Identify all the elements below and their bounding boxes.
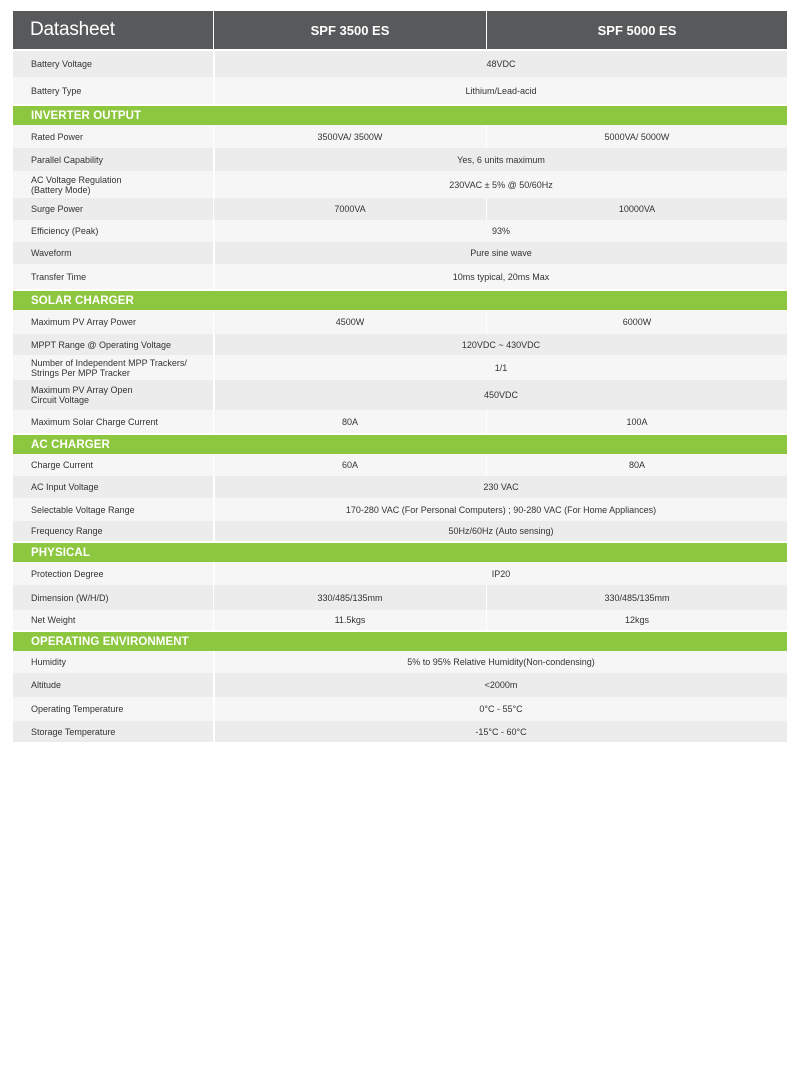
datasheet-table — [13, 11, 787, 742]
row-selectable-voltage-range — [13, 498, 787, 521]
value-model-a: 60A — [214, 454, 486, 476]
row-value: Yes, 6 units maximum — [215, 148, 787, 171]
row-label: Battery Voltage — [13, 51, 213, 77]
row-rated-power — [13, 125, 787, 148]
row-label-line: Circuit Voltage — [31, 395, 90, 405]
value-model-a: 7000VA — [214, 198, 486, 220]
row-label: AC Input Voltage — [13, 476, 213, 498]
row-label: Maximum Solar Charge Current — [13, 410, 213, 433]
row-net-weight — [13, 610, 787, 630]
row-value: Pure sine wave — [215, 242, 787, 264]
row-label: Parallel Capability — [13, 148, 213, 171]
row-battery-type — [13, 77, 787, 104]
value-model-b: 10000VA — [487, 198, 787, 220]
row-value: 93% — [215, 220, 787, 242]
row-value: 120VDC ~ 430VDC — [215, 334, 787, 355]
row-ac-input-voltage — [13, 476, 787, 498]
row-label: Waveform — [13, 242, 213, 264]
row-operating-temperature — [13, 697, 787, 721]
row-efficiency — [13, 220, 787, 242]
row-label: Frequency Range — [13, 521, 213, 541]
row-label — [13, 380, 213, 410]
row-protection-degree — [13, 562, 787, 585]
section-ac-charger: AC CHARGER — [13, 435, 787, 454]
row-label-line: (Battery Mode) — [31, 184, 91, 195]
row-label: MPPT Range @ Operating Voltage — [13, 334, 213, 355]
row-value: Lithium/Lead-acid — [215, 77, 787, 104]
row-label: Selectable Voltage Range — [13, 498, 213, 521]
row-label: Dimension (W/H/D) — [13, 585, 213, 610]
row-charge-current — [13, 454, 787, 476]
row-waveform — [13, 242, 787, 264]
row-max-solar-charge-current — [13, 410, 787, 433]
row-label-line: AC Voltage Regulation — [31, 174, 122, 185]
row-label-line: Number of Independent MPP Trackers/ — [31, 357, 187, 368]
model-a-header: SPF 3500 ES — [214, 11, 486, 49]
row-value: 1/1 — [215, 355, 787, 380]
row-frequency-range — [13, 521, 787, 541]
value-model-b: 12kgs — [487, 610, 787, 630]
row-value: 50Hz/60Hz (Auto sensing) — [215, 521, 787, 541]
row-label: Surge Power — [13, 198, 213, 220]
row-value: 230 VAC — [215, 476, 787, 498]
value-model-b: 100A — [487, 410, 787, 433]
row-value: <2000m — [215, 673, 787, 697]
value-model-b: 6000W — [487, 310, 787, 334]
row-label — [13, 355, 213, 380]
row-label: Net Weight — [13, 610, 213, 630]
row-value: 5% to 95% Relative Humidity(Non-condensing) — [215, 651, 787, 673]
row-value: 10ms typical, 20ms Max — [215, 264, 787, 289]
value-model-b: 330/485/135mm — [487, 585, 787, 610]
row-label: Battery Type — [13, 77, 213, 104]
row-label: Maximum PV Array Power — [13, 310, 213, 334]
table-header — [13, 11, 787, 49]
datasheet-title: Datasheet — [13, 11, 213, 49]
row-value: 230VAC ± 5% @ 50/60Hz — [215, 171, 787, 198]
row-value: -15°C - 60°C — [215, 721, 787, 742]
row-value: 0°C - 55°C — [215, 697, 787, 721]
row-open-circuit-voltage — [13, 380, 787, 410]
value-model-b: 5000VA/ 5000W — [487, 125, 787, 148]
row-humidity — [13, 651, 787, 673]
row-label: Altitude — [13, 673, 213, 697]
row-max-pv-power — [13, 310, 787, 334]
row-label: Protection Degree — [13, 562, 213, 585]
row-label — [13, 171, 213, 198]
row-ac-voltage-regulation — [13, 171, 787, 198]
row-label: Charge Current — [13, 454, 213, 476]
section-solar-charger: SOLAR CHARGER — [13, 291, 787, 310]
row-surge-power — [13, 198, 787, 220]
value-model-a: 330/485/135mm — [214, 585, 486, 610]
value-model-b: 80A — [487, 454, 787, 476]
row-altitude — [13, 673, 787, 697]
row-label: Humidity — [13, 651, 213, 673]
row-storage-temperature — [13, 721, 787, 742]
row-label-line: Strings Per MPP Tracker — [31, 367, 130, 378]
section-inverter-output: INVERTER OUTPUT — [13, 106, 787, 125]
row-value: 170-280 VAC (For Personal Computers) ; 90-280 VAC (For Home Appliances) — [215, 498, 787, 521]
row-battery-voltage — [13, 51, 787, 77]
row-label-line: Maximum PV Array Open — [31, 385, 133, 395]
row-mppt-range — [13, 334, 787, 355]
value-model-a: 4500W — [214, 310, 486, 334]
row-label: Transfer Time — [13, 264, 213, 289]
row-value: 450VDC — [215, 380, 787, 410]
value-model-a: 11.5kgs — [214, 610, 486, 630]
section-operating-environment: OPERATING ENVIRONMENT — [13, 632, 787, 651]
row-dimension — [13, 585, 787, 610]
model-b-header: SPF 5000 ES — [487, 11, 787, 49]
row-parallel-capability — [13, 148, 787, 171]
row-transfer-time — [13, 264, 787, 289]
row-value: 48VDC — [215, 51, 787, 77]
value-model-a: 3500VA/ 3500W — [214, 125, 486, 148]
row-mpp-trackers — [13, 355, 787, 380]
value-model-a: 80A — [214, 410, 486, 433]
section-physical: PHYSICAL — [13, 543, 787, 562]
row-value: IP20 — [215, 562, 787, 585]
row-label: Rated Power — [13, 125, 213, 148]
row-label: Storage Temperature — [13, 721, 213, 742]
row-label: Efficiency (Peak) — [13, 220, 213, 242]
row-label: Operating Temperature — [13, 697, 213, 721]
